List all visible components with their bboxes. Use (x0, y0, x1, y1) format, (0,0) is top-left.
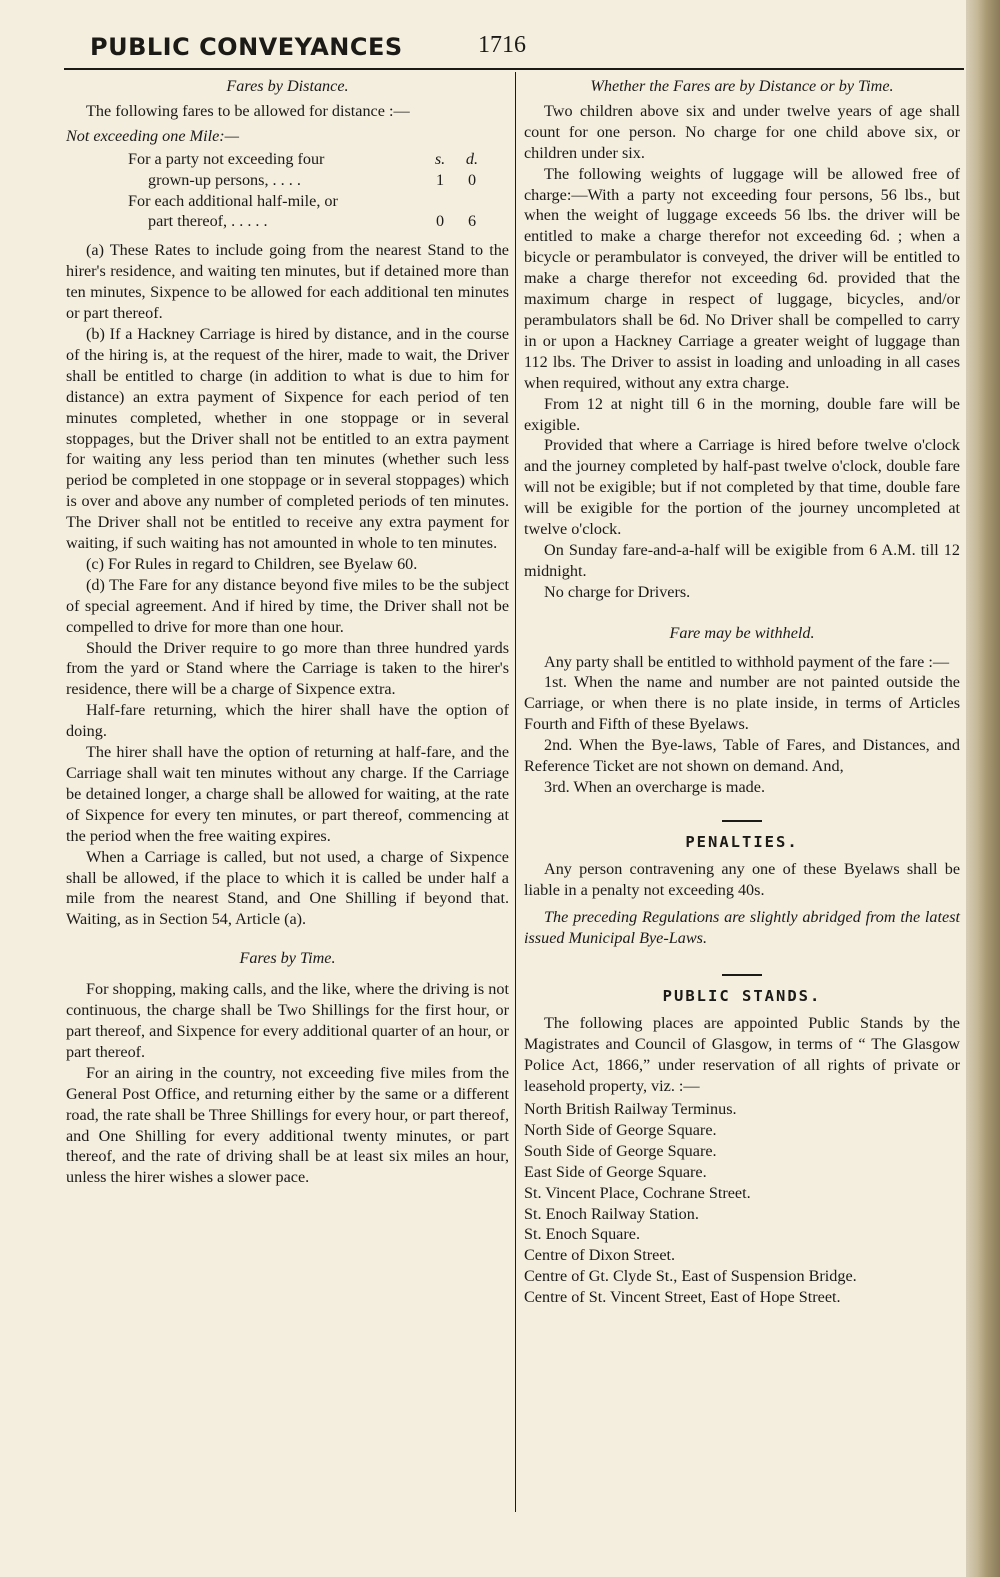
public-stands-heading: PUBLIC STANDS. (662, 987, 822, 1006)
stands-list (524, 1099, 960, 1308)
stand-item: Centre of Dixon Street. (524, 1246, 676, 1265)
section-divider (722, 820, 762, 822)
column-divider (515, 72, 516, 1512)
stand-item: Centre of Gt. Clyde St., East of Suspension Bridge. (524, 1267, 857, 1286)
whether-fares-heading: Whether the Fares are by Distance or by Time. (590, 77, 894, 95)
left-column (66, 76, 509, 1188)
stand-item: St. Vincent Place, Cochrane Street. (524, 1183, 751, 1202)
para-provided: Provided that where a Carriage is hired before twelve o'clock and the journey completed by half-past twelve o'clock, double fare will not be exigible; but if not completed by that time, double fare will be exigible for the portion of the journey uncompleted at twelve o'clock. (524, 436, 960, 539)
para-luggage: The following weights of luggage will be allowed free of charge:—With a party not exceeding four persons, 56 lbs., but when the weight of luggage exceeds 56 lbs. the driver will be entitled to make a charge therefor not exceeding 6d. ; when a bicycle or perambulator is conveyed, the driver will be entitled to make a charge therefor not exceeding 6d. provided that the maximum charge in respect of luggage, bicycles, and/or perambulators shall be 6d. No Driver shall be compelled to carry in or upon a Hackney Carriage a greater weight of luggage than 112 lbs. The Driver to assist in loading and unloading in all cases when required, without any extra charge. (524, 164, 960, 392)
fare-row (128, 191, 488, 233)
withheld-intro: Any party shall be entitled to withhold payment of the fare :— (544, 652, 950, 671)
fare-row-line: part thereof, . . . . . (148, 212, 268, 231)
stand-item: North British Railway Terminus. (524, 1099, 737, 1118)
withheld-first: 1st. When the name and number are not painted outside the Carriage, or when there is no plate inside, in terms of Articles Fourth and Fifth of these Byelaws. (524, 673, 960, 734)
fare-row-line: For a party not exceeding four (128, 149, 325, 168)
fares-distance-intro: The following fares to be allowed for distance :— (86, 101, 410, 120)
fares-by-time-heading: Fares by Time. (239, 949, 336, 968)
para-yards: Should the Driver require to go more than three hundred yards from the yard or Stand where the Carriage is taken to the hirer's residence, there will be a charge of Sixpence extra. (66, 638, 509, 699)
fare-table (128, 149, 488, 233)
col-s-header: s. (434, 149, 446, 168)
section-divider (722, 974, 762, 976)
running-title: PUBLIC CONVEYANCES (90, 33, 403, 61)
fare-s (424, 149, 456, 191)
para-d: (d) The Fare for any distance beyond five miles to be the subject of special agreement. And if hired by time, the Driver shall not be compelled to drive for more than one hour. (66, 575, 509, 636)
para-called-not-used: When a Carriage is called, but not used, a charge of Sixpence shall be allowed, if the place to which it is called be under half a mile from the nearest Stand, and One Shilling if beyond that. Waiting, as in Section 54, Article (a). (66, 847, 509, 929)
stands-intro: The following places are appointed Public Stands by the Magistrates and Council of Glasgow, in terms of “ The Glasgow Police Act, 1866,” under reservation of all rights of private or leasehold property, viz. :— (524, 1014, 960, 1096)
para-shopping: For shopping, making calls, and the like, where the driving is not continuous, the charge shall be Two Shillings for the first hour, or part thereof, and Sixpence for every additional quarter of an hour, or part thereof. (66, 980, 509, 1061)
fare-row-line: For each additional half-mile, or (128, 191, 338, 210)
fare-row-desc (128, 191, 424, 233)
header-rule (64, 68, 964, 70)
page-binding-edge (966, 0, 1000, 1577)
para-airing: For an airing in the country, not exceeding five miles from the General Post Office, and returning either by the same or a different road, the rate shall be Three Shillings for every hour, or part thereof, and One Shilling for every additional twenty minutes, or part thereof, and the rate of driving shall be at least six miles an hour, unless the hirer wishes a slower pace. (66, 1063, 509, 1187)
para-sunday: On Sunday fare-and-a-half will be exigible from 6 A.M. till 12 midnight. (524, 540, 960, 580)
stand-item: North Side of George Square. (524, 1120, 717, 1139)
right-column (524, 76, 960, 1308)
para-drivers: No charge for Drivers. (544, 582, 691, 601)
fare-d-value: 6 (467, 212, 477, 231)
para-night: From 12 at night till 6 in the morning, double fare will be exigible. (524, 394, 960, 434)
para-c: (c) For Rules in regard to Children, see Byelaw 60. (86, 554, 418, 573)
fare-row (128, 149, 488, 191)
para-half-fare: Half-fare returning, which the hirer shall have the option of doing. (66, 701, 509, 741)
stand-item: St. Enoch Railway Station. (524, 1204, 699, 1223)
fare-row-line: grown-up persons, . . . . (148, 170, 301, 189)
stand-item: Centre of St. Vincent Street, East of Hope Street. (524, 1288, 841, 1307)
para-return-option: The hirer shall have the option of returning at half-fare, and the Carriage shall wait ten minutes without any charge. If the Carriage be detained longer, a charge shall be allowed for waiting, at the rate of Sixpence for every ten minutes, or part thereof, commencing at the period when the free waiting expires. (66, 743, 509, 845)
para-b: (b) If a Hackney Carriage is hired by distance, and in the course of the hiring is, at the request of the hirer, made to wait, the Driver shall be entitled to charge (in addition to what is due to him for distance) an extra payment of Sixpence for each period of ten minutes completed, whether in one stoppage or in several stoppages, but the Driver shall not be entitled to an extra payment for waiting any less period than ten minutes (whether such less period be completed in one stoppage or in several stoppages) which is over and above any number of completed periods of ten minutes. The Driver shall not be entitled to receive any extra payment for waiting, if such waiting has not amounted in whole to ten minutes. (66, 324, 509, 553)
penalties-text: Any person contravening any one of these Byelaws shall be liable in a penalty not exceeding 40s. (524, 859, 960, 899)
withheld-third: 3rd. When an overcharge is made. (544, 778, 765, 796)
withheld-second: 2nd. When the Bye-laws, Table of Fares, and Distances, and Reference Ticket are not shown on demand. And, (524, 736, 960, 776)
stand-item: South Side of George Square. (524, 1141, 717, 1160)
fares-by-distance-heading: Fares by Distance. (226, 77, 349, 95)
fare-s-value: 0 (435, 212, 445, 231)
fare-withheld-heading: Fare may be withheld. (669, 623, 815, 642)
abridged-note: The preceding Regulations are slightly abridged from the latest issued Municipal Bye-Laws. (524, 907, 960, 947)
page-number: 1716 (478, 32, 526, 58)
fare-d-value: 0 (467, 170, 477, 189)
para-a: (a) These Rates to include going from the nearest Stand to the hirer's residence, and waiting ten minutes, but if detained more than ten minutes, Sixpence to be allowed for each additional ten minutes or part thereof. (66, 241, 509, 323)
not-exceeding-subheading: Not exceeding one Mile:— (66, 126, 240, 145)
col-d-header: d. (465, 149, 479, 168)
para-children: Two children above six and under twelve years of age shall count for one person. No charge for one child above six, or children under six. (524, 101, 960, 162)
fare-s-value: 1 (435, 170, 445, 189)
stand-item: St. Enoch Square. (524, 1225, 640, 1244)
fare-d (456, 149, 488, 191)
penalties-heading: PENALTIES. (685, 832, 799, 851)
stand-item: East Side of George Square. (524, 1162, 707, 1181)
fare-row-desc (128, 149, 424, 191)
